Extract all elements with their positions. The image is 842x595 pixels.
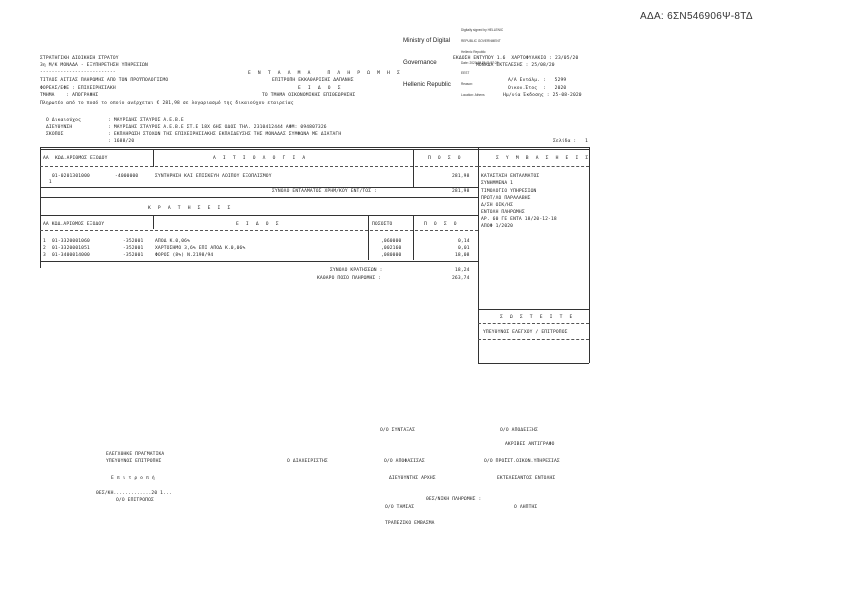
- table1-top-rule: [40, 147, 590, 148]
- ministry-line-2: Governance: [403, 59, 437, 67]
- signer-line-5: EEST: [461, 71, 470, 76]
- footer-finance-head: Ο/Ο ΠΡΟΪΣΤ.ΟΙΚΟΝ.ΥΠΗΡΕΣΙΑΣ: [484, 459, 560, 464]
- table2-row-2-pct: ,002160: [381, 246, 402, 251]
- footer-checked: ΕΛΕΓΧΘΗΚΕ ΠΡΑΓΜΑΤΙΚΑ: [106, 452, 165, 457]
- fiscal-year: Οικον.Έτος : 2020: [508, 86, 567, 91]
- table2-row-1-code: 01-3320001060: [52, 239, 90, 244]
- table1-row-kae: -4000000: [115, 174, 139, 179]
- table1-row-code: 01-0201301000: [52, 174, 90, 179]
- signer-line-6: Reason:: [461, 82, 473, 87]
- address-label: ΔΙΕΥΘΥΝΣΗ: [46, 125, 73, 130]
- table2-row-3-desc: ΦΟΡΟΣ (8%) Ν.2198/94: [155, 253, 214, 258]
- table1-head-code: ΚΩΔ.ΑΡΙΘΜΟΣ ΕΞΟΔΟΥ: [55, 156, 108, 161]
- deductions-total-label: ΣΥΝΟΛΟ ΚΡΑΤΗΣΕΩΝ :: [330, 268, 383, 273]
- ada-stamp: ΑΔΑ: 6ΣΝ546906Ψ-8ΤΔ: [640, 11, 753, 22]
- footer-cashier: Ο/Ο ΤΑΜΙΑΣ: [385, 505, 415, 510]
- notes-right-border: [589, 268, 590, 363]
- payable-statement: Πληρωτέο από το ποσό το οποίο ανέρχεται € 281,98 σε λογαριασμό της δικαιούχου εταιρείας: [40, 101, 294, 106]
- ministry-line-1: Ministry of Digital: [403, 37, 451, 45]
- table2-row-2-code: 01-3320001051: [52, 246, 90, 251]
- note-department: Δ/ΣΗ ΟΙΚ/ΗΣ: [481, 203, 514, 208]
- note-payment-order: ΕΝΤΟΛΗ ΠΛΗΡΩΜΗΣ: [481, 210, 525, 215]
- page-number: Σελίδα : 1: [553, 139, 588, 144]
- note-attachments: ΣΥΝΗΜΜΕΝΑ 1: [481, 181, 514, 186]
- dept-line-2: ΦΟΡΕΑΣ/ΕΦΕ : ΕΠΙΧΕΙΡΗΣΙΑΚΗ: [40, 86, 116, 91]
- table2-col-divider-2: [368, 216, 369, 260]
- table1-col-divider-1: [153, 150, 154, 167]
- footer-bank-transfer: ΤΡΑΠΕΖΙΚΟ ΕΜΒΑΣΜΑ: [385, 521, 435, 526]
- net-payment-label: ΚΑΘΑΡΟ ΠΟΣΟ ΠΛΗΡΩΜΗΣ :: [317, 276, 382, 281]
- footer-decider: Ο/Ο ΑΠΟΦΑΣΙΣΑΣ: [384, 459, 425, 464]
- table2-row-3-pct: ,080000: [381, 253, 402, 258]
- table2-head-rule: [40, 230, 478, 231]
- document-title: Ε Ν Τ Α Λ Μ Α Π Λ Η Ρ Ω Μ Η Σ: [248, 71, 402, 76]
- footer-executor: ΕΚΤΕΛΕΣΑΝΤΟΣ ΕΝΤΟΛΗΣ: [497, 476, 556, 481]
- inspection-label: ΤΟ ΤΜΗΜΑ ΟΙΚΟΝΟΜΙΚΗΣ ΕΠΙΘΕΩΡΗΣΗΣ: [262, 93, 356, 98]
- footer-payment-place: ΘΕΣ/ΝΙΚΗ ΠΛΗΡΩΜΗΣ :: [426, 497, 482, 502]
- approval-title: Σ Ω Σ Τ Ε Ι Τ Ε: [500, 315, 575, 320]
- signer-line-3: Hellenic Republic: [461, 49, 486, 54]
- deductions-title: Κ Ρ Α Τ Η Σ Ε Ι Σ: [148, 206, 233, 211]
- table1-total-value: 281,98: [452, 189, 470, 194]
- table2-row-2-kae: -352001: [123, 246, 144, 251]
- beneficiary-label: Ο Δικαιούχος: [46, 118, 81, 123]
- purpose-label: ΣΚΟΠΟΣ: [46, 132, 64, 137]
- table2-row-3-kae: -352001: [123, 253, 144, 258]
- table2-row-1-aa: 1: [43, 239, 46, 244]
- dept-line-1: ΤΙΤΛΟΣ ΑΙΤΙΑΣ ΠΛΗΡΩΜΗΣ ΑΠΟ ΤΟΝ ΠΡΟΫΠΟΛΟΓΙΣΜΟ: [40, 78, 169, 83]
- table2-row-1-pct: ,060000: [381, 239, 402, 244]
- footer-place-date: ΘΕΣ/ΚΗ.............20 1...: [96, 491, 172, 496]
- table2-row-1-desc: ΑΠΟΔ Κ.0,06%: [155, 239, 190, 244]
- agency-name: ΣΤΡΑΤΗΓΙΚΗ ΔΙΟΙΚΗΣΗ ΣΤΡΑΤΟΥ: [40, 56, 119, 61]
- execution-date: ΜΟΝΑΔΑ ΕΚΤΕΛΕΣΗΣ : 25/08/20: [476, 63, 555, 68]
- footer-recipient: Ο ΛΗΠΤΗΣ: [514, 505, 538, 510]
- footer-committee: Ε π ι τ ρ ο π ή: [111, 476, 155, 481]
- note-status: ΚΑΤΑΣΤΑΣΗ ΕΝΤΑΛΜΑΤΟΣ: [481, 174, 540, 179]
- table2-head-amount: Π Ο Σ Ο: [424, 222, 459, 227]
- warrant-number: Α/Α Εντάλμ. : 5299: [508, 78, 567, 83]
- unit-name: 3η Μ/Κ ΜΟΝΑΔΑ - ΕΞΥΠΗΡΕΤΗΣΗ ΥΠΗΡΕΣΙΩΝ: [40, 63, 148, 68]
- approval-bottom-rule: [478, 363, 589, 364]
- note-invoice: ΤΙΜΟΛΟΓΙΟ ΥΠΗΡΕΣΙΩΝ: [481, 189, 537, 194]
- table2-col-divider-1: [153, 216, 154, 229]
- table1-row-amount: 281,98: [452, 174, 470, 179]
- type-label: Ε Ι Δ Ο Σ: [298, 86, 343, 91]
- table-right-border: [589, 148, 590, 268]
- table1-bottom-rule: [40, 197, 478, 198]
- table1-head-aa: ΑΑ: [43, 156, 49, 161]
- table1-head-desc: Α Ι Τ Ι Ο Λ Ο Γ Ι Α: [213, 156, 308, 161]
- footer-true-copy: ΑΚΡΙΒΕΣ ΑΝΤΙΓΡΑΦΟ: [505, 442, 555, 447]
- net-payment-value: 263,74: [452, 276, 470, 281]
- footer-authority-director: ΔΙΕΥΘΥΝΤΗΣ ΑΡΧΗΣ: [389, 476, 436, 481]
- footer-commissioner: Ο/Ο ΕΠΙΤΡΟΠΟΣ: [116, 498, 154, 503]
- footer-drafter: Ο/Ο ΣΥΝΤΑΞΑΣ: [380, 428, 415, 433]
- table1-top-rule-2: [40, 149, 590, 150]
- deductions-total-value: 18,24: [455, 268, 470, 273]
- approval-top-rule: [478, 309, 589, 310]
- table2-bottom-rule: [40, 261, 478, 262]
- footer-committee-head: ΥΠΕΥΘΥΝΟΣ ΕΠΙΤΡΟΠΗΣ: [106, 459, 162, 464]
- form-version: ΕΚΔΟΣΗ ΕΝΤΥΠΟΥ 1.6 ΧΑΡΤΟΦΥΛΑΚΙΟ : 23/05/20: [453, 56, 579, 61]
- table1-head-amount: Π Ο Σ Ο: [428, 156, 463, 161]
- ministry-signature: [403, 23, 451, 95]
- approval-subtitle: ΥΠΕΥΘΥΝΟΣ ΕΛΕΓΧΟΥ / ΕΠΙΤΡΟΠΟΣ: [483, 330, 568, 335]
- committee-label: ΕΠΙΤΡΟΠΗ ΕΚΚΑΘΑΡΙΣΗΣ ΔΑΠΑΝΗΣ: [272, 78, 354, 83]
- table1-head-rule: [40, 166, 478, 167]
- address-value: : ΜΑΥΡΙΔΗΣ ΣΤΑΥΡΟΣ Α.Ε.Β.Ε ΣΤ.Ε 18Χ 6ΗΣ ΟΔΟΣ ΤΗΛ. 2310412444 ΑΦΜ: 094807326: [108, 125, 327, 130]
- footer-receipt: Ο/Ο ΑΠΟΔΕΙΞΗΣ: [500, 428, 538, 433]
- table2-row-3-code: 01-3400014000: [52, 253, 90, 258]
- table2-row-3-amount: 18,08: [455, 253, 470, 258]
- note-receipt: ΠΡΩΤ/ΛΟ ΠΑΡΑΛΑΒΗΣ: [481, 196, 531, 201]
- purpose-value: : ΕΚΠΛΗΡΩΣΗ ΣΤΟΧΩΝ ΤΗΣ ΕΠΙΧΕΙΡΗΣΙΑΚΗΣ ΕΚΠΑΙΔΕΥΣΗΣ ΤΗΣ ΜΟΝΑΔΑΣ ΣΥΜΦΩΝΑ ΜΕ ΔΙΑΤΑΓΗ: [108, 132, 342, 137]
- table1-head-docs: Σ Υ Μ Β Α Σ Η Ε Ι Σ: [496, 156, 591, 161]
- signer-line-2: REPUBLIC GOVERNMENT: [461, 38, 501, 43]
- approval-sub-rule: [478, 339, 589, 340]
- notes-divider: [478, 148, 479, 363]
- table2-row-2-amount: 0,01: [458, 246, 470, 251]
- table1-total-label: ΣΥΝΟΛΟ ΕΝΤΑΛΜΑΤΟΣ ΧΡΗΜ/ΚΟΥ ΕΝΤ/ΤΟΣ :: [272, 189, 377, 194]
- footer-administrator: Ο ΔΙΑΧΕΙΡΙΣΤΗΣ: [287, 459, 328, 464]
- table2-head-desc: Ε Ι Δ Ο Σ: [236, 222, 281, 227]
- table2-col-divider-3: [413, 216, 414, 260]
- table2-row-3-aa: 3: [43, 253, 46, 258]
- issue-date: Ημ/νία Έκδοσης : 25-08-2020: [503, 93, 582, 98]
- table2-head-code: ΑΑ ΚΩΔ.ΑΡΙΘΜΟΣ ΕΞΟΔΟΥ: [43, 222, 105, 227]
- beneficiary-value: : ΜΑΥΡΙΔΗΣ ΣΤΑΥΡΟΣ Α.Ε.Β.Ε: [108, 118, 184, 123]
- signer-line-7: Location: Athens: [461, 92, 485, 97]
- table2-row-2-aa: 2: [43, 246, 46, 251]
- notes-head-rule: [478, 166, 589, 167]
- note-decision: ΑΠΟΦ 1/2020: [481, 224, 514, 229]
- order-value: : 1688/20: [108, 139, 135, 144]
- signer-line-1: Digitally signed by HELLENIC: [461, 28, 504, 33]
- table1-total-rule: [40, 187, 478, 188]
- signer-line-4: Date: 2020.08.25 11:57:28: [461, 60, 499, 65]
- table2-head-pct: ΠΟΣΟΣΤΟ: [372, 222, 393, 227]
- ministry-line-3: Hellenic Republic: [403, 80, 451, 88]
- table2-row-1-kae: -352001: [123, 239, 144, 244]
- table1-row-desc: ΣΥΝΤΗΡΗΣΗ ΚΑΙ ΕΠΙΣΚΕΥΗ ΛΟΙΠΟΥ ΕΞΟΠΛΙΣΜΟΥ: [155, 174, 272, 179]
- note-reference: ΑΡ. 60 ΓΕ ΕΝΤΑ 18/20-12-18: [481, 217, 557, 222]
- dept-line-3: ΤΜΗΜΑ : ΑΠΟΓΡΑΦΗΣ: [40, 93, 99, 98]
- left-separator: --------------------------: [40, 70, 116, 75]
- table1-row-aa: 1: [48, 180, 52, 185]
- table2-row-2-desc: ΧΑΡΤΟΣΗΜΟ 3,6% ΕΠΙ ΑΠΟΔ Κ.0,06%: [155, 246, 246, 251]
- approval-mid-rule: [478, 323, 589, 324]
- table1-col-divider-2: [413, 150, 414, 188]
- table2-row-1-amount: 0,14: [458, 239, 470, 244]
- table1-row: [43, 174, 52, 186]
